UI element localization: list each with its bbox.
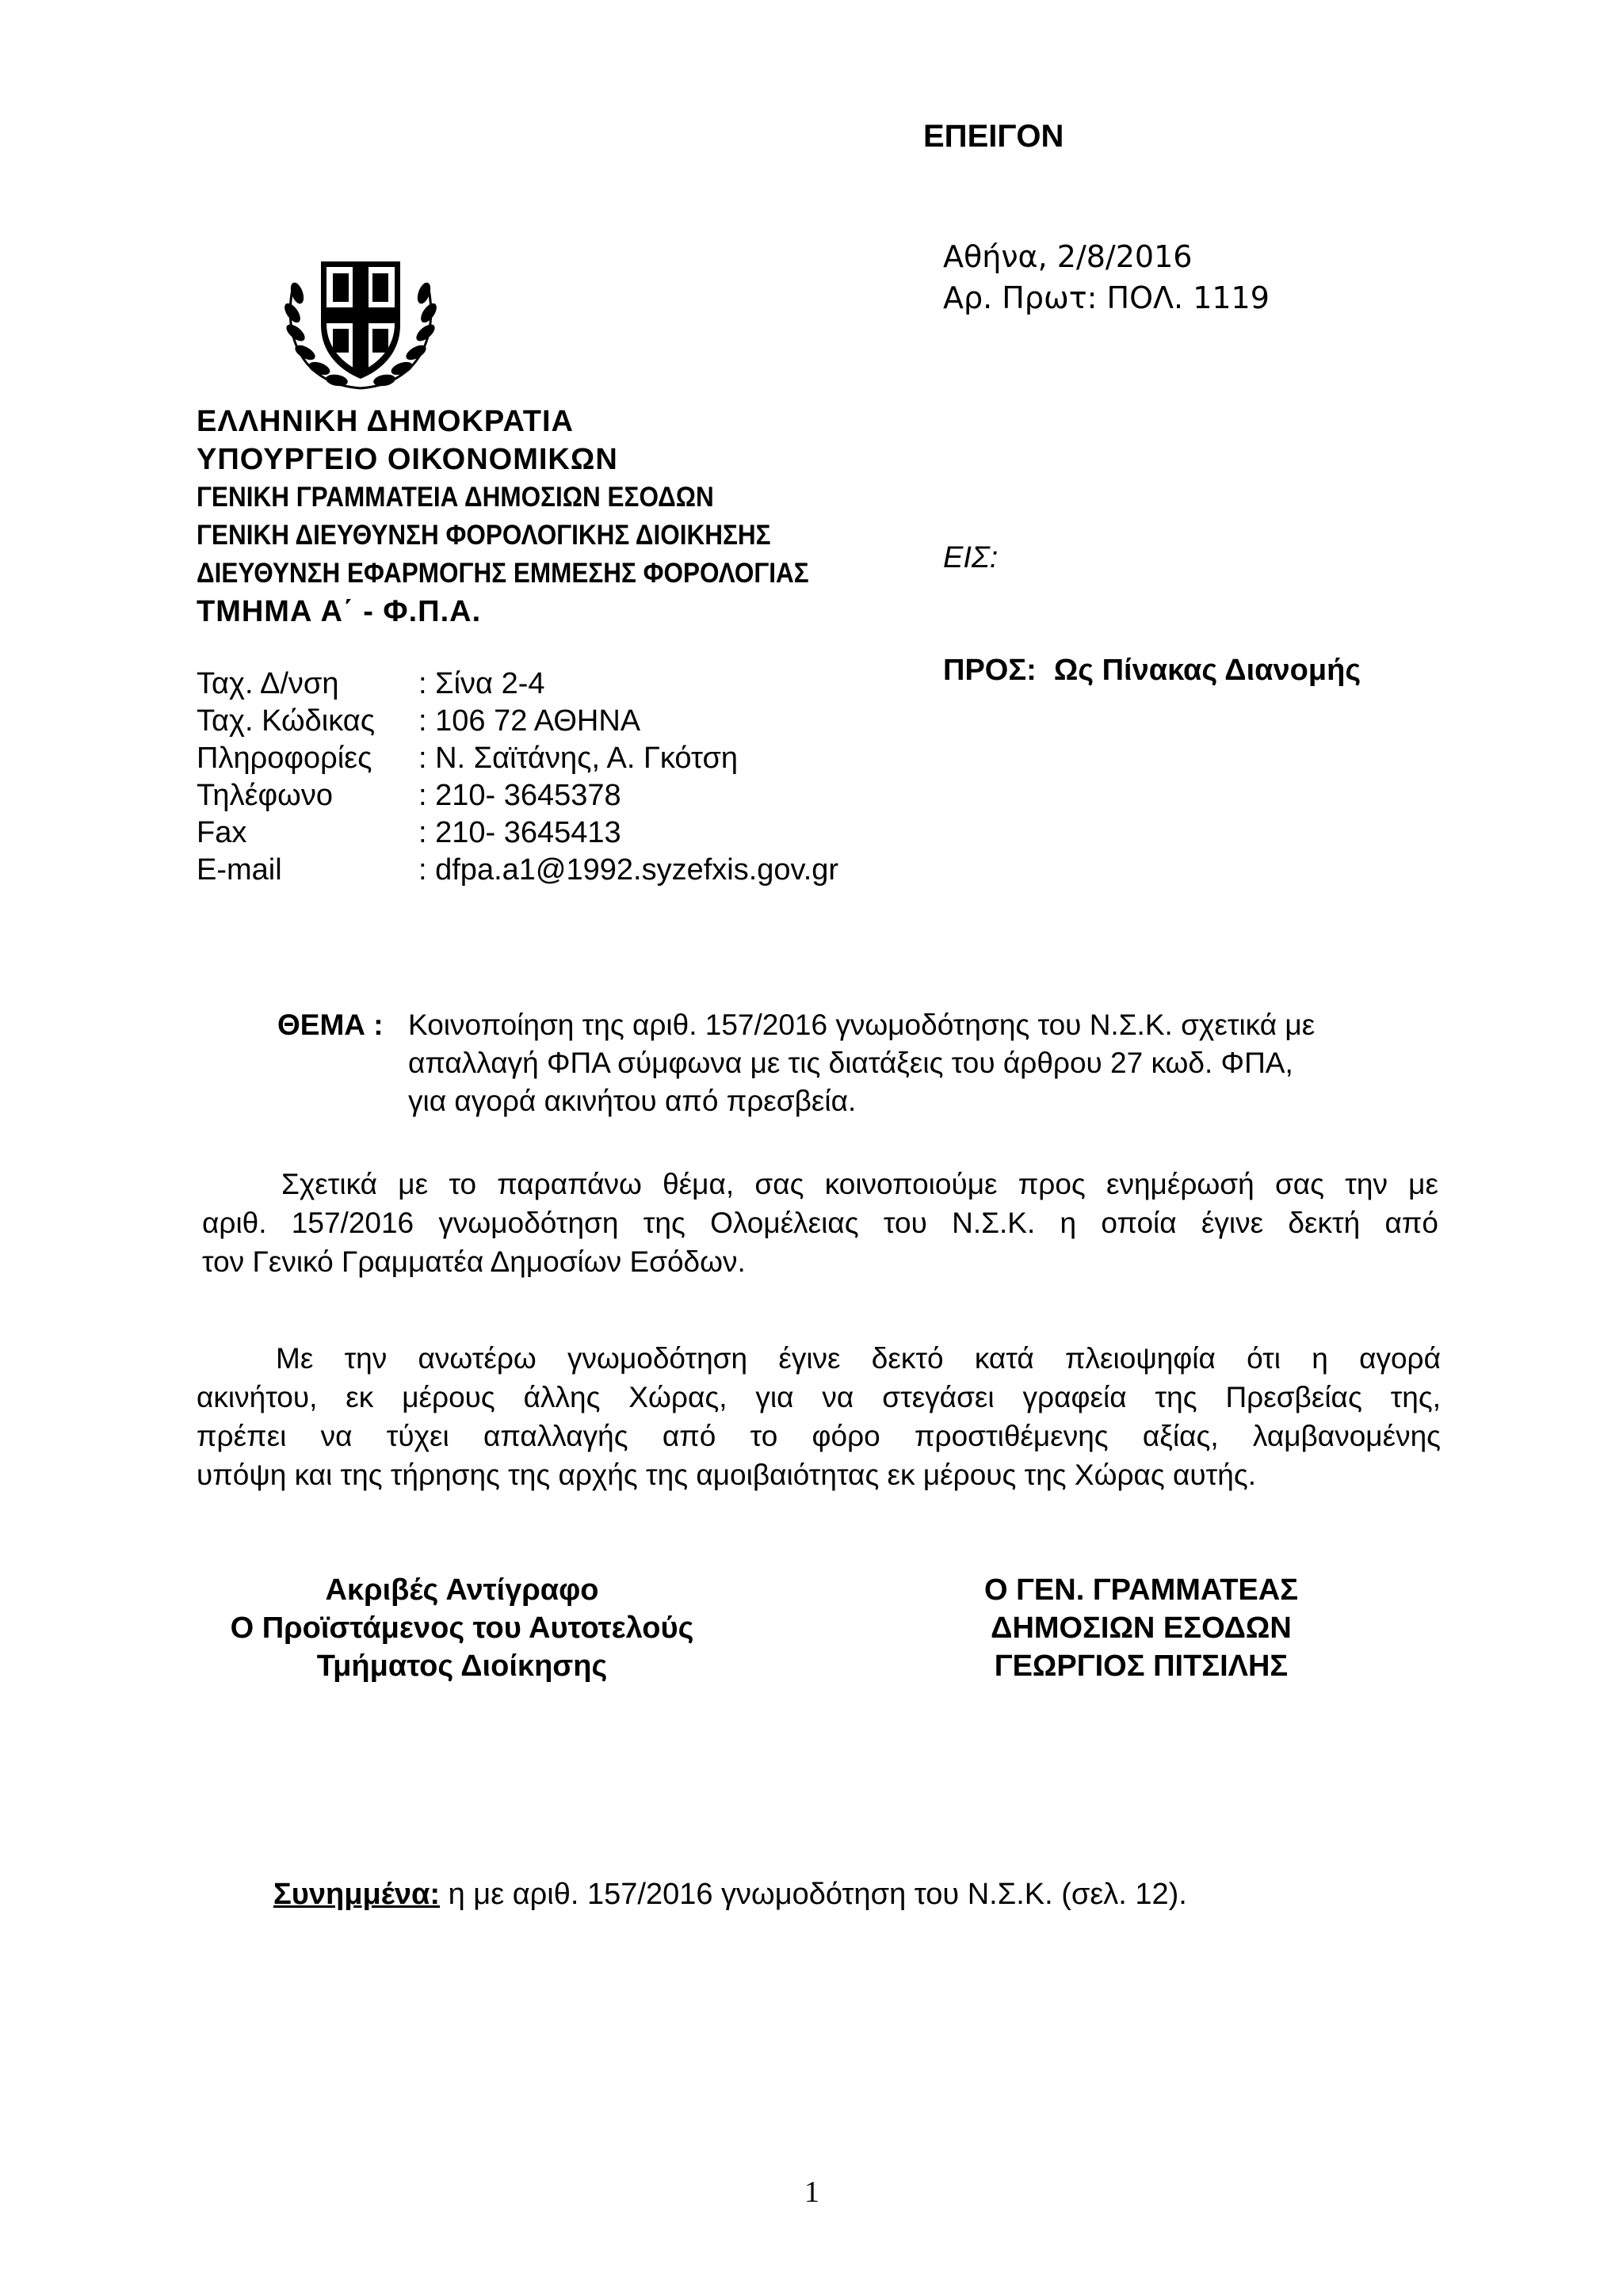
contact-value: : 210- 3645378 <box>418 779 621 812</box>
signature-line: Ο Προϊστάμενος του Αυτοτελούς <box>230 1611 694 1645</box>
contact-row <box>197 777 838 814</box>
header-line: ΕΛΛΗΝΙΚΗ ΔΗΜΟΚΡΑΤΙΑ <box>197 405 574 438</box>
date-protocol-block <box>943 236 1270 318</box>
contact-row <box>197 666 838 703</box>
urgency-label: ΕΠΕΙΓΟΝ <box>923 119 1064 154</box>
recipient-pros <box>943 654 1361 688</box>
contact-label: E-mail <box>197 853 282 887</box>
header-line: ΓΕΝΙΚΗ ΓΡΑΜΜΑΤΕΙΑ ΔΗΜΟΣΙΩΝ ΕΣΟΔΩΝ <box>197 482 714 513</box>
place-date: Αθήνα, 2/8/2016 <box>943 239 1193 274</box>
page-number: 1 <box>804 2176 819 2209</box>
signature-line: ΔΗΜΟΣΙΩΝ ΕΣΟΔΩΝ <box>991 1611 1292 1645</box>
paragraph-line: Σχετικά με το παραπάνω θέμα, σας κοινοποιούμε προς ενημέρωσή σας την με <box>281 1168 1438 1200</box>
paragraph-line: αριθ. 157/2016 γνωμοδότηση της Ολομέλειας του Ν.Σ.Κ. η οποία έγινε δεκτή από <box>202 1207 1438 1239</box>
attachments-note <box>273 1878 1187 1912</box>
contact-value: : Σίνα 2-4 <box>418 667 545 700</box>
signature-right <box>935 1571 1347 1685</box>
coat-of-arms-icon <box>273 238 448 396</box>
paragraph-line: πρέπει να τύχει απαλλαγής από το φόρο προστιθέμενης αξίας, λαμβανομένης <box>197 1420 1441 1452</box>
subject-label: ΘΕΜΑ : <box>277 1009 384 1041</box>
attachments-text: η με αριθ. 157/2016 γνωμοδότηση του Ν.Σ.Κ. (σελ. 12). <box>440 1878 1187 1911</box>
paragraph-line: υπόψη και της τήρησης της αρχής της αμοιβαιότητας εκ μέρους της Χώρας αυτής. <box>197 1459 1256 1491</box>
contact-label: Fax <box>197 816 247 849</box>
contact-label: Τηλέφωνο <box>197 779 333 812</box>
subject-line: Κοινοποίηση της αριθ. 157/2016 γνωμοδότησης του Ν.Σ.Κ. σχετικά με <box>408 1009 1316 1041</box>
paragraph-line: ακινήτου, εκ μέρους άλλης Χώρας, για να στεγάσει γραφεία της Πρεσβείας της, <box>197 1381 1441 1413</box>
contact-label: Ταχ. Δ/νση <box>197 667 339 700</box>
signature-line: ΓΕΩΡΓΙΟΣ ΠΙΤΣΙΛΗΣ <box>994 1650 1289 1683</box>
contact-value: : 106 72 ΑΘΗΝΑ <box>418 704 641 738</box>
header-line: ΥΠΟΥΡΓΕΙΟ ΟΙΚΟΝΟΜΙΚΩΝ <box>197 443 618 476</box>
header-line: ΤΜΗΜΑ Α΄ - Φ.Π.Α. <box>197 595 482 628</box>
issuer-header <box>197 402 877 631</box>
signature-line: Ακριβές Αντίγραφο <box>325 1573 599 1607</box>
signature-line: Τμήματος Διοίκησης <box>316 1650 608 1683</box>
contact-label: Ταχ. Κώδικας <box>197 704 376 738</box>
signature-line: Ο ΓΕΝ. ΓΡΑΜΜΑΤΕΑΣ <box>983 1573 1299 1607</box>
contact-label: Πληροφορίες <box>197 742 372 775</box>
protocol-number: Αρ. Πρωτ: ΠΟΛ. 1119 <box>943 280 1270 315</box>
recipient-pros-value: Ως Πίνακας Διανομής <box>1053 654 1361 687</box>
contact-row <box>197 852 838 889</box>
signature-left <box>197 1571 727 1685</box>
attachments-label: Συνημμένα: <box>273 1878 441 1911</box>
contact-value: : dfpa.a1@1992.syzefxis.gov.gr <box>418 853 839 887</box>
subject-line: απαλλαγή ΦΠΑ σύμφωνα με τις διατάξεις του άρθρου 27 κωδ. ΦΠΑ, <box>408 1047 1293 1079</box>
subject-block <box>277 1006 1315 1120</box>
paragraph-line: Με την ανωτέρω γνωμοδότηση έγινε δεκτό κατά πλειοψηφία ότι η αγορά <box>276 1342 1441 1375</box>
paragraph-line: τον Γενικό Γραμματέα Δημοσίων Εσόδων. <box>202 1245 746 1278</box>
contact-info <box>197 666 838 889</box>
recipient-eis-label: ΕΙΣ: <box>943 541 999 574</box>
body-paragraph-2 <box>197 1339 1441 1494</box>
header-line: ΓΕΝΙΚΗ ΔΙΕΥΘΥΝΣΗ ΦΟΡΟΛΟΓΙΚΗΣ ΔΙΟΙΚΗΣΗΣ <box>197 520 771 551</box>
subject-line: για αγορά ακινήτου από πρεσβεία. <box>408 1085 857 1117</box>
contact-row <box>197 703 838 740</box>
contact-row <box>197 814 838 852</box>
contact-value: : Ν. Σαϊτάνης, Α. Γκότση <box>418 742 739 775</box>
header-line: ΔΙΕΥΘΥΝΣΗ ΕΦΑΡΜΟΓΗΣ ΕΜΜΕΣΗΣ ΦΟΡΟΛΟΓΙΑΣ <box>197 558 809 589</box>
contact-value: : 210- 3645413 <box>418 816 621 849</box>
body-paragraph-1 <box>202 1165 1438 1281</box>
contact-row <box>197 740 838 777</box>
recipient-pros-label: ΠΡΟΣ: <box>943 654 1037 687</box>
